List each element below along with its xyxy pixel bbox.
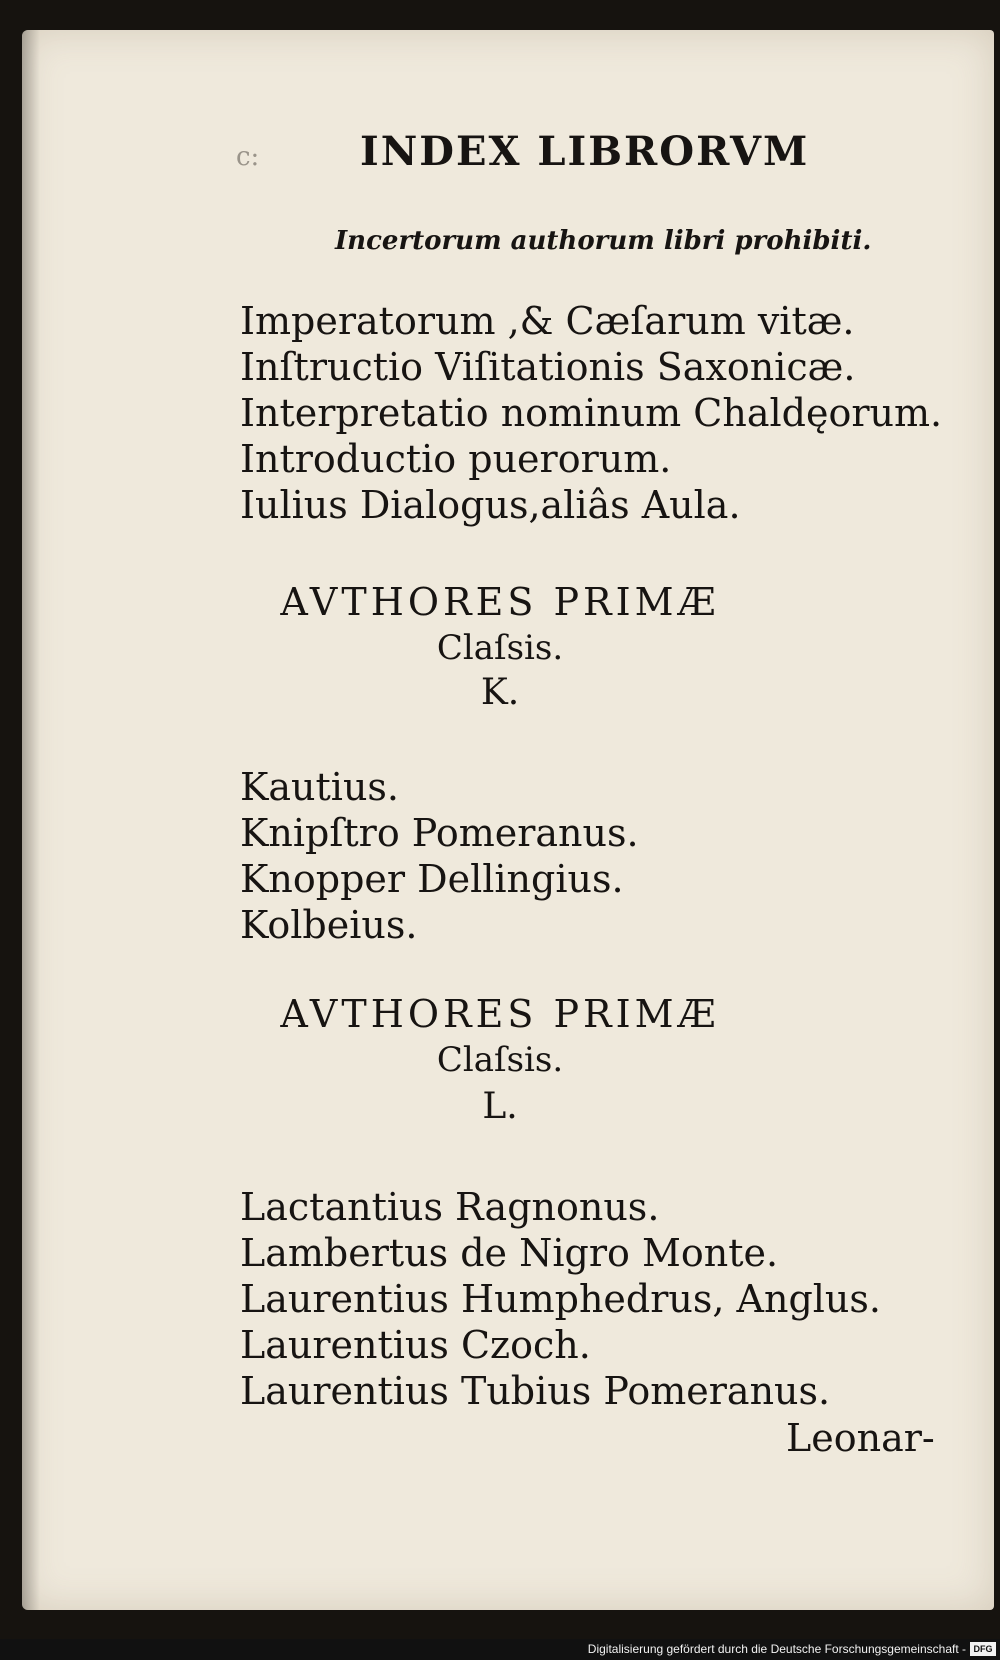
book-entry: Interpretatio nominum Chaldęorum. (240, 391, 943, 435)
page-header: INDEX LIBRORVM (360, 128, 810, 175)
book-entry: Inſtructio Viſitationis Saxonicæ. (240, 345, 856, 389)
author-entry: Kautius. (240, 765, 399, 809)
dfg-logo: DFG (970, 1642, 996, 1656)
book-entry: Introductio puerorum. (240, 437, 672, 481)
author-entry: Knopper Dellingius. (240, 857, 624, 901)
author-entry: Laurentius Tubius Pomeranus. (240, 1369, 831, 1413)
catchword: Leonar- (786, 1416, 935, 1460)
margin-mark: c: (236, 142, 260, 172)
author-entry: Laurentius Czoch. (240, 1323, 591, 1367)
author-entry: Knipſtro Pomeranus. (240, 811, 639, 855)
author-entry: Lambertus de Nigro Monte. (240, 1231, 779, 1275)
book-entry: Imperatorum ,& Cæſarum vitæ. (240, 299, 855, 343)
class-heading-l: AVTHORES PRIMÆ (280, 992, 720, 1036)
class-heading-k: AVTHORES PRIMÆ (280, 580, 720, 624)
book-entry: Iulius Dialogus,aliâs Aula. (240, 483, 741, 527)
footer-bar (0, 1639, 1000, 1660)
author-entry: Laurentius Humphedrus, Anglus. (240, 1277, 881, 1321)
author-entry: Kolbeius. (240, 903, 418, 947)
section-subheader: Incertorum authorum libri prohibiti. (335, 226, 872, 256)
section-letter-l: L. (482, 1086, 518, 1127)
funding-notice: Digitalisierung gefördert durch die Deutsche Forschungsgemeinschaft - (587, 1642, 966, 1656)
class-subtitle-l: Claſsis. (436, 1040, 564, 1080)
class-subtitle-k: Claſsis. (436, 628, 564, 668)
author-entry: Lactantius Ragnonus. (240, 1185, 660, 1229)
section-letter-k: K. (480, 672, 520, 713)
